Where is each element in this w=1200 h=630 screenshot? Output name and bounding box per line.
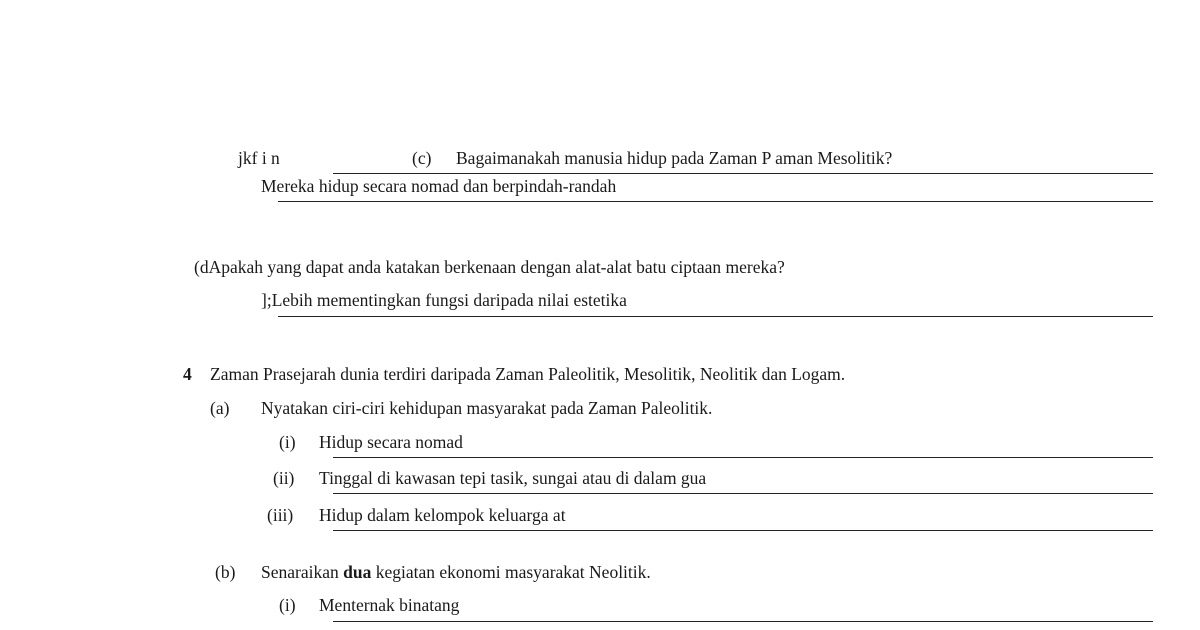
question-4b-text-bold: dua	[343, 562, 372, 582]
question-3c-label: (c)	[412, 148, 432, 168]
question-3c-text: Bagaimanakah manusia hidup pada Zaman P aman Mesolitik?	[456, 148, 893, 168]
answer-line-4a-i	[333, 457, 1153, 458]
answer-line-3c	[278, 201, 1153, 202]
question-4b-text	[261, 562, 651, 582]
answer-4b-i: Menternak binatang	[319, 595, 460, 615]
question-3d-text: (dApakah yang dapat anda katakan berkenaan dengan alat-alat batu ciptaan mereka?	[194, 257, 785, 277]
question-4-stem: Zaman Prasejarah dunia terdiri daripada Zaman Paleolitik, Mesolitik, Neolitik dan Logam.	[210, 364, 846, 384]
answer-line-4a-ii	[333, 493, 1153, 494]
question-4b-text-pre: Senaraikan	[261, 562, 339, 582]
answer-4a-i: Hidup secara nomad	[319, 432, 463, 452]
answer-3d: ];Lebih mementingkan fungsi daripada nilai estetika	[261, 290, 627, 310]
answer-line-4b-i	[333, 621, 1153, 622]
answer-3c: Mereka hidup secara nomad dan berpindah-randah	[261, 176, 617, 196]
answer-line-3c-top	[333, 173, 1153, 174]
question-4-number: 4	[183, 364, 192, 384]
answer-4a-ii: Tinggal di kawasan tepi tasik, sungai atau di dalam gua	[319, 468, 707, 488]
question-4a-text: Nyatakan ciri-ciri kehidupan masyarakat pada Zaman Paleolitik.	[261, 398, 713, 418]
answer-4a-iii-label: (iii)	[267, 505, 294, 525]
answer-4a-i-label: (i)	[279, 432, 296, 452]
question-4b-text-post: kegiatan ekonomi masyarakat Neolitik.	[375, 562, 651, 582]
question-4a-label: (a)	[210, 398, 230, 418]
answer-4a-ii-label: (ii)	[273, 468, 295, 488]
answer-4b-i-label: (i)	[279, 595, 296, 615]
answer-4a-iii: Hidup dalam kelompok keluarga at	[319, 505, 566, 525]
question-4b-label: (b)	[215, 562, 236, 582]
answer-line-3d	[278, 316, 1153, 317]
stray-text: jkf i n	[238, 148, 280, 168]
answer-line-4a-iii	[333, 530, 1153, 531]
